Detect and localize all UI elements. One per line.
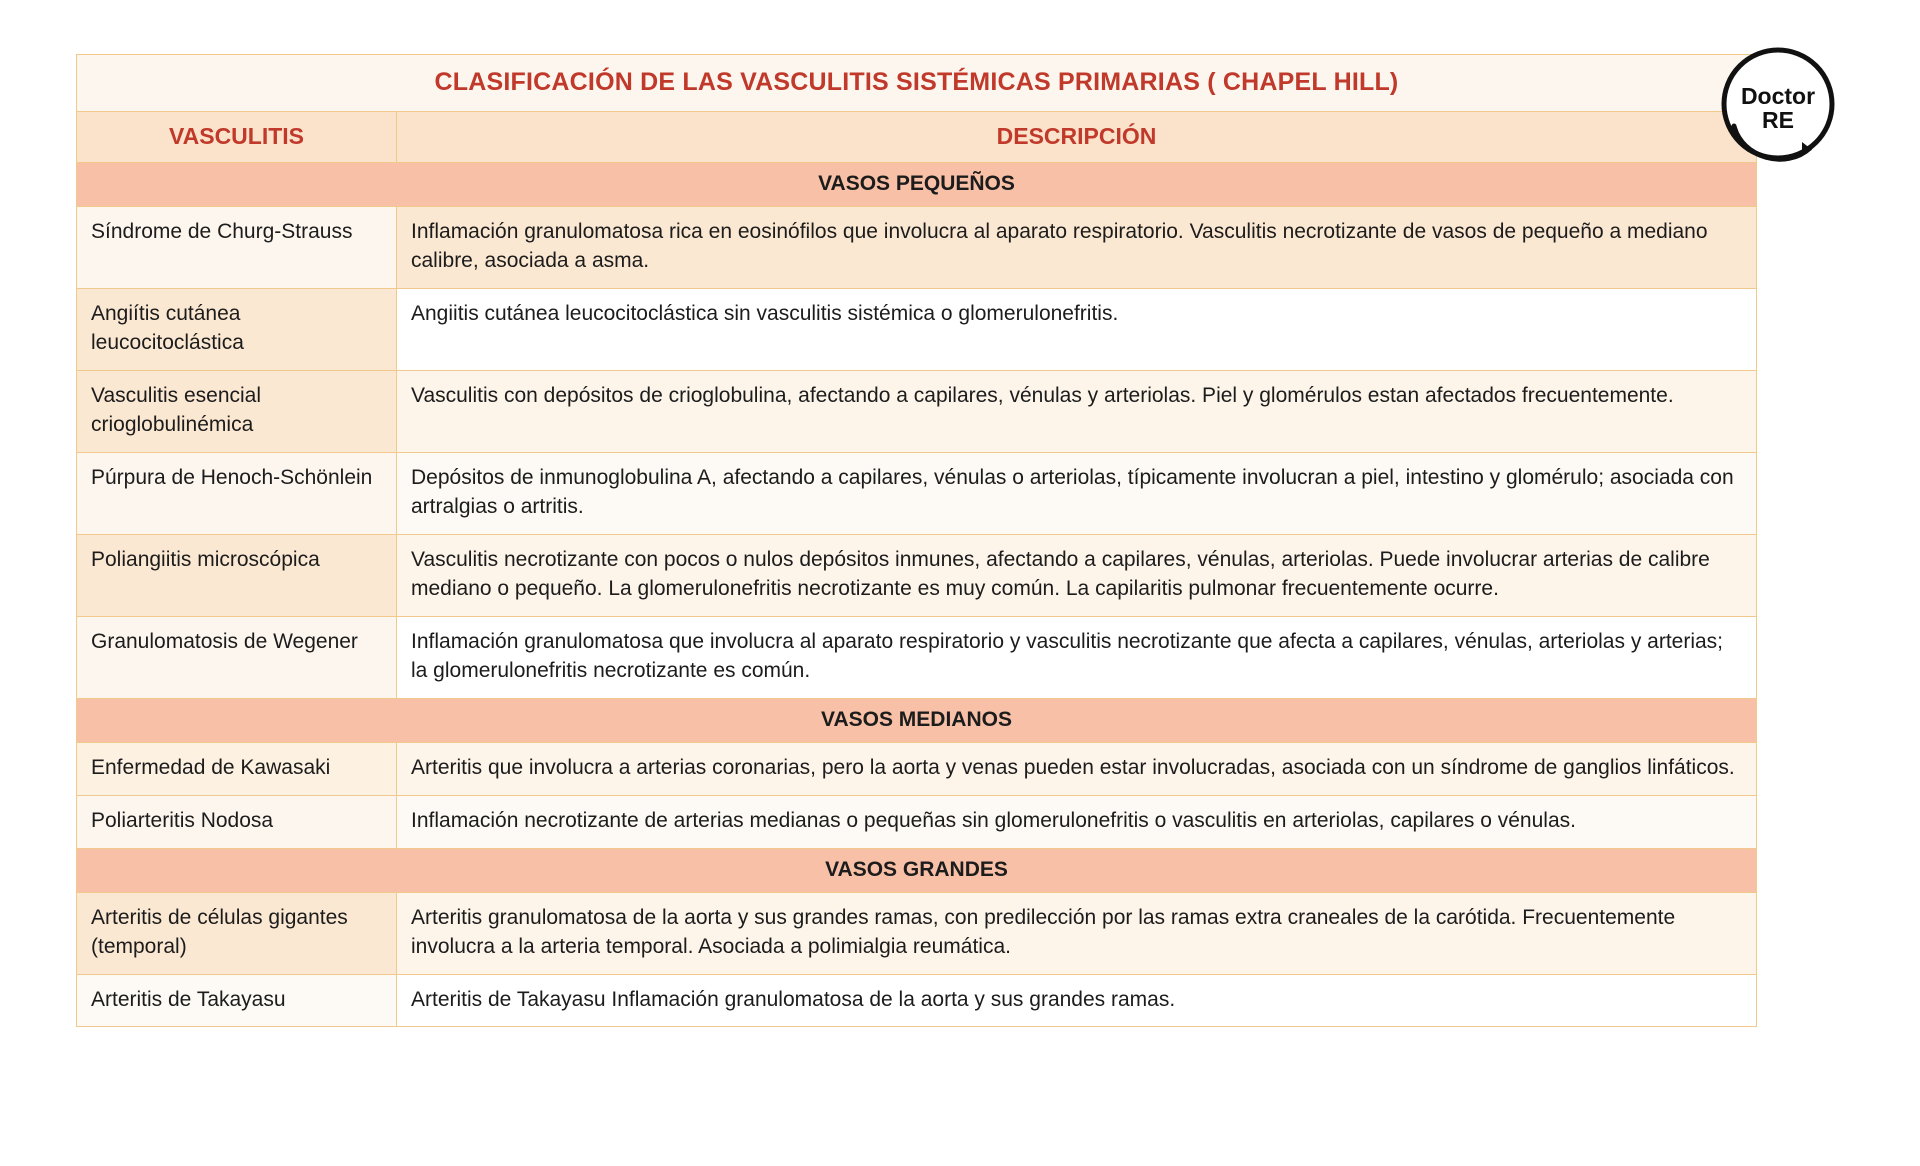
vasculitis-table-container	[76, 54, 1757, 1027]
table-row	[77, 452, 1757, 534]
table-row	[77, 534, 1757, 616]
vasculitis-name: Vasculitis esencial crioglobulinémica	[77, 370, 397, 452]
logo-text	[1712, 42, 1844, 174]
doctor-re-logo	[1712, 42, 1844, 174]
table-body	[77, 55, 1757, 1027]
vasculitis-classification-table	[76, 54, 1757, 1027]
vasculitis-name: Arteritis de células gigantes (temporal)	[77, 892, 397, 974]
vasculitis-name: Angiítis cutánea leucocitoclástica	[77, 288, 397, 370]
vasculitis-description: Inflamación granulomatosa rica en eosinófilos que involucra al aparato respiratorio. Vasculitis necrotizante de vasos de pequeño a mediano calibre, asociada a asma.	[397, 207, 1757, 289]
vasculitis-description: Arteritis que involucra a arterias coronarias, pero la aorta y venas pueden estar involucradas, asociada con un síndrome de ganglios linfáticos.	[397, 742, 1757, 795]
vasculitis-description: Inflamación necrotizante de arterias medianas o pequeñas sin glomerulonefritis o vasculitis en arteriolas, capilares o vénulas.	[397, 795, 1757, 848]
vasculitis-description: Arteritis granulomatosa de la aorta y sus grandes ramas, con predilección por las ramas extra craneales de la carótida. Frecuentemente involucra a la arteria temporal. Asociada a polimialgia reumática.	[397, 892, 1757, 974]
vasculitis-name: Púrpura de Henoch-Schönlein	[77, 452, 397, 534]
section-header-row	[77, 848, 1757, 892]
vasculitis-description: Angiitis cutánea leucocitoclástica sin vasculitis sistémica o glomerulonefritis.	[397, 288, 1757, 370]
table-row	[77, 370, 1757, 452]
table-row	[77, 616, 1757, 698]
table-row	[77, 288, 1757, 370]
section-header-row	[77, 163, 1757, 207]
vasculitis-description: Arteritis de Takayasu Inflamación granulomatosa de la aorta y sus grandes ramas.	[397, 974, 1757, 1027]
vasculitis-name: Enfermedad de Kawasaki	[77, 742, 397, 795]
vasculitis-description: Inflamación granulomatosa que involucra al aparato respiratorio y vasculitis necrotizante que afecta a capilares, vénulas, arteriolas y arterias; la glomerulonefritis necrotizante es común.	[397, 616, 1757, 698]
section-label-vasos-grandes: VASOS GRANDES	[77, 848, 1757, 892]
vasculitis-name: Poliarteritis Nodosa	[77, 795, 397, 848]
vasculitis-name: Síndrome de Churg-Strauss	[77, 207, 397, 289]
vasculitis-name: Arteritis de Takayasu	[77, 974, 397, 1027]
table-header-row	[77, 112, 1757, 163]
vasculitis-description: Vasculitis necrotizante con pocos o nulos depósitos inmunes, afectando a capilares, vénulas, arteriolas. Puede involucrar arterias de calibre mediano o pequeño. La glomerulonefritis necrotizante es muy común. La capilaritis pulmonar frecuentemente ocurre.	[397, 534, 1757, 616]
section-label-vasos-pequenos: VASOS PEQUEÑOS	[77, 163, 1757, 207]
column-header-descripcion: DESCRIPCIÓN	[397, 112, 1757, 163]
logo-line-1: Doctor	[1740, 82, 1816, 109]
vasculitis-description: Depósitos de inmunoglobulina A, afectando a capilares, vénulas o arteriolas, típicamente involucran a piel, intestino y glomérulo; asociada con artralgias o artritis.	[397, 452, 1757, 534]
table-title: CLASIFICACIÓN DE LAS VASCULITIS SISTÉMICAS PRIMARIAS ( CHAPEL HILL)	[77, 55, 1757, 112]
vasculitis-name: Granulomatosis de Wegener	[77, 616, 397, 698]
table-title-row	[77, 55, 1757, 112]
logo-line-2: RE	[1762, 107, 1794, 133]
column-header-vasculitis: VASCULITIS	[77, 112, 397, 163]
vasculitis-name: Poliangiitis microscópica	[77, 534, 397, 616]
section-label-vasos-medianos: VASOS MEDIANOS	[77, 698, 1757, 742]
table-row	[77, 974, 1757, 1027]
table-row	[77, 207, 1757, 289]
table-row	[77, 892, 1757, 974]
section-header-row	[77, 698, 1757, 742]
table-row	[77, 795, 1757, 848]
vasculitis-description: Vasculitis con depósitos de crioglobulina, afectando a capilares, vénulas y arteriolas. Piel y glomérulos estan afectados frecuentemente.	[397, 370, 1757, 452]
table-row	[77, 742, 1757, 795]
